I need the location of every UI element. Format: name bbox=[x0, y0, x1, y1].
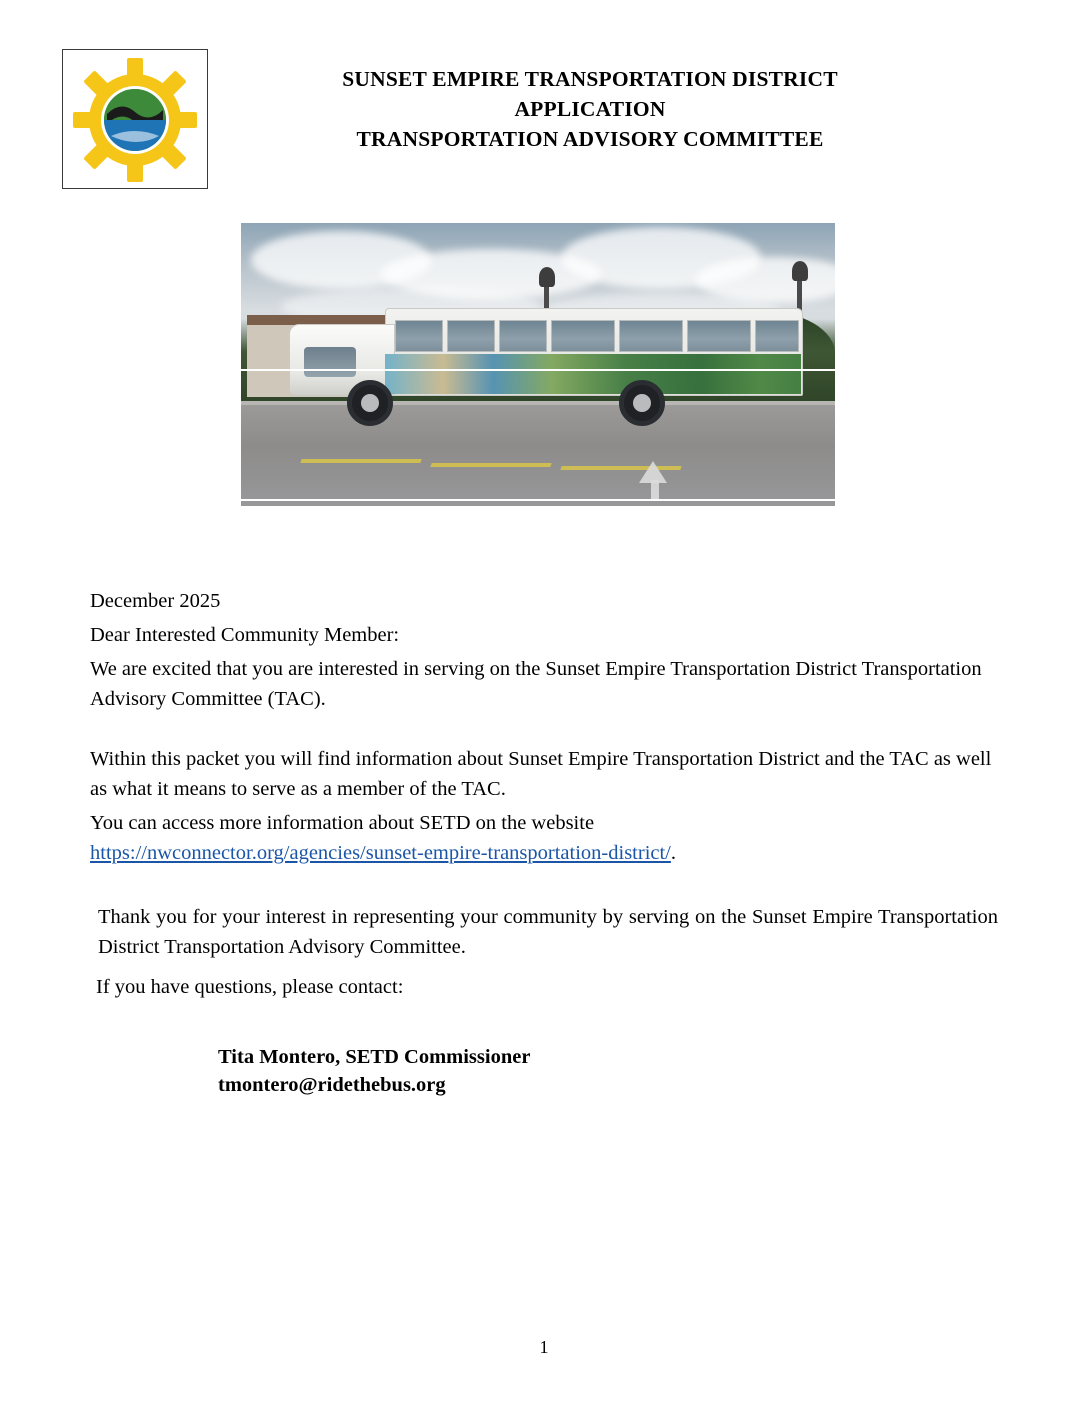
website-line-prefix: You can access more information about SETD on the website bbox=[90, 812, 595, 834]
bus-window bbox=[687, 320, 751, 352]
bus-window bbox=[755, 320, 799, 352]
letter-salutation: Dear Interested Community Member: bbox=[90, 624, 400, 646]
setd-website-link[interactable]: https://nwconnector.org/agencies/sunset-empire-transportation-district/ bbox=[90, 842, 671, 864]
letter-body bbox=[90, 586, 998, 1002]
bus-wrap-graphic bbox=[385, 354, 801, 394]
bus-window bbox=[499, 320, 547, 352]
bus-window bbox=[447, 320, 495, 352]
page-number: 1 bbox=[539, 1337, 549, 1357]
website-line-suffix: . bbox=[670, 842, 677, 864]
setd-gear-logo-icon bbox=[62, 49, 208, 189]
bus-window bbox=[395, 320, 443, 352]
bus-photo bbox=[241, 223, 835, 506]
document-header bbox=[0, 44, 1088, 194]
title-line-3: TRANSPORTATION ADVISORY COMMITTEE bbox=[356, 127, 824, 151]
letter-paragraph-5: If you have questions, please contact: bbox=[96, 976, 404, 998]
transit-bus bbox=[289, 308, 801, 418]
parking-stripe bbox=[430, 463, 551, 467]
page-title bbox=[220, 64, 960, 154]
bus-window bbox=[619, 320, 683, 352]
contact-email[interactable]: tmontero@ridethebus.org bbox=[218, 1074, 446, 1096]
bus-windshield bbox=[304, 347, 356, 377]
bus-wheel bbox=[619, 380, 665, 426]
letter-paragraph-1: We are excited that you are interested in serving on the Sunset Empire Transportation District Transportation Advisory Committee (TAC). bbox=[90, 658, 982, 710]
title-line-1: SUNSET EMPIRE TRANSPORTATION DISTRICT bbox=[342, 67, 838, 91]
street-lamp bbox=[539, 267, 555, 287]
bus-wheel bbox=[347, 380, 393, 426]
contact-block bbox=[218, 1043, 530, 1099]
road-arrow-tail bbox=[651, 480, 659, 500]
photo-guide-line bbox=[241, 499, 835, 501]
road bbox=[241, 405, 835, 506]
letter-date: December 2025 bbox=[90, 590, 221, 612]
letter-paragraph-4: Thank you for your interest in representing your community by serving on the Sunset Empire Transportation District Transportation Advisory Committee. bbox=[98, 906, 998, 958]
street-lamp bbox=[792, 261, 808, 281]
letter-website-line bbox=[90, 808, 998, 868]
parking-stripe bbox=[300, 459, 421, 463]
title-line-2: APPLICATION bbox=[514, 97, 666, 121]
photo-guide-line bbox=[241, 369, 835, 371]
letter-paragraph-2: Within this packet you will find information about Sunset Empire Transportation District and the TAC as well as what it means to serve as a member of the TAC. bbox=[90, 748, 992, 800]
bus-window bbox=[551, 320, 615, 352]
contact-name: Tita Montero, SETD Commissioner bbox=[218, 1046, 531, 1068]
